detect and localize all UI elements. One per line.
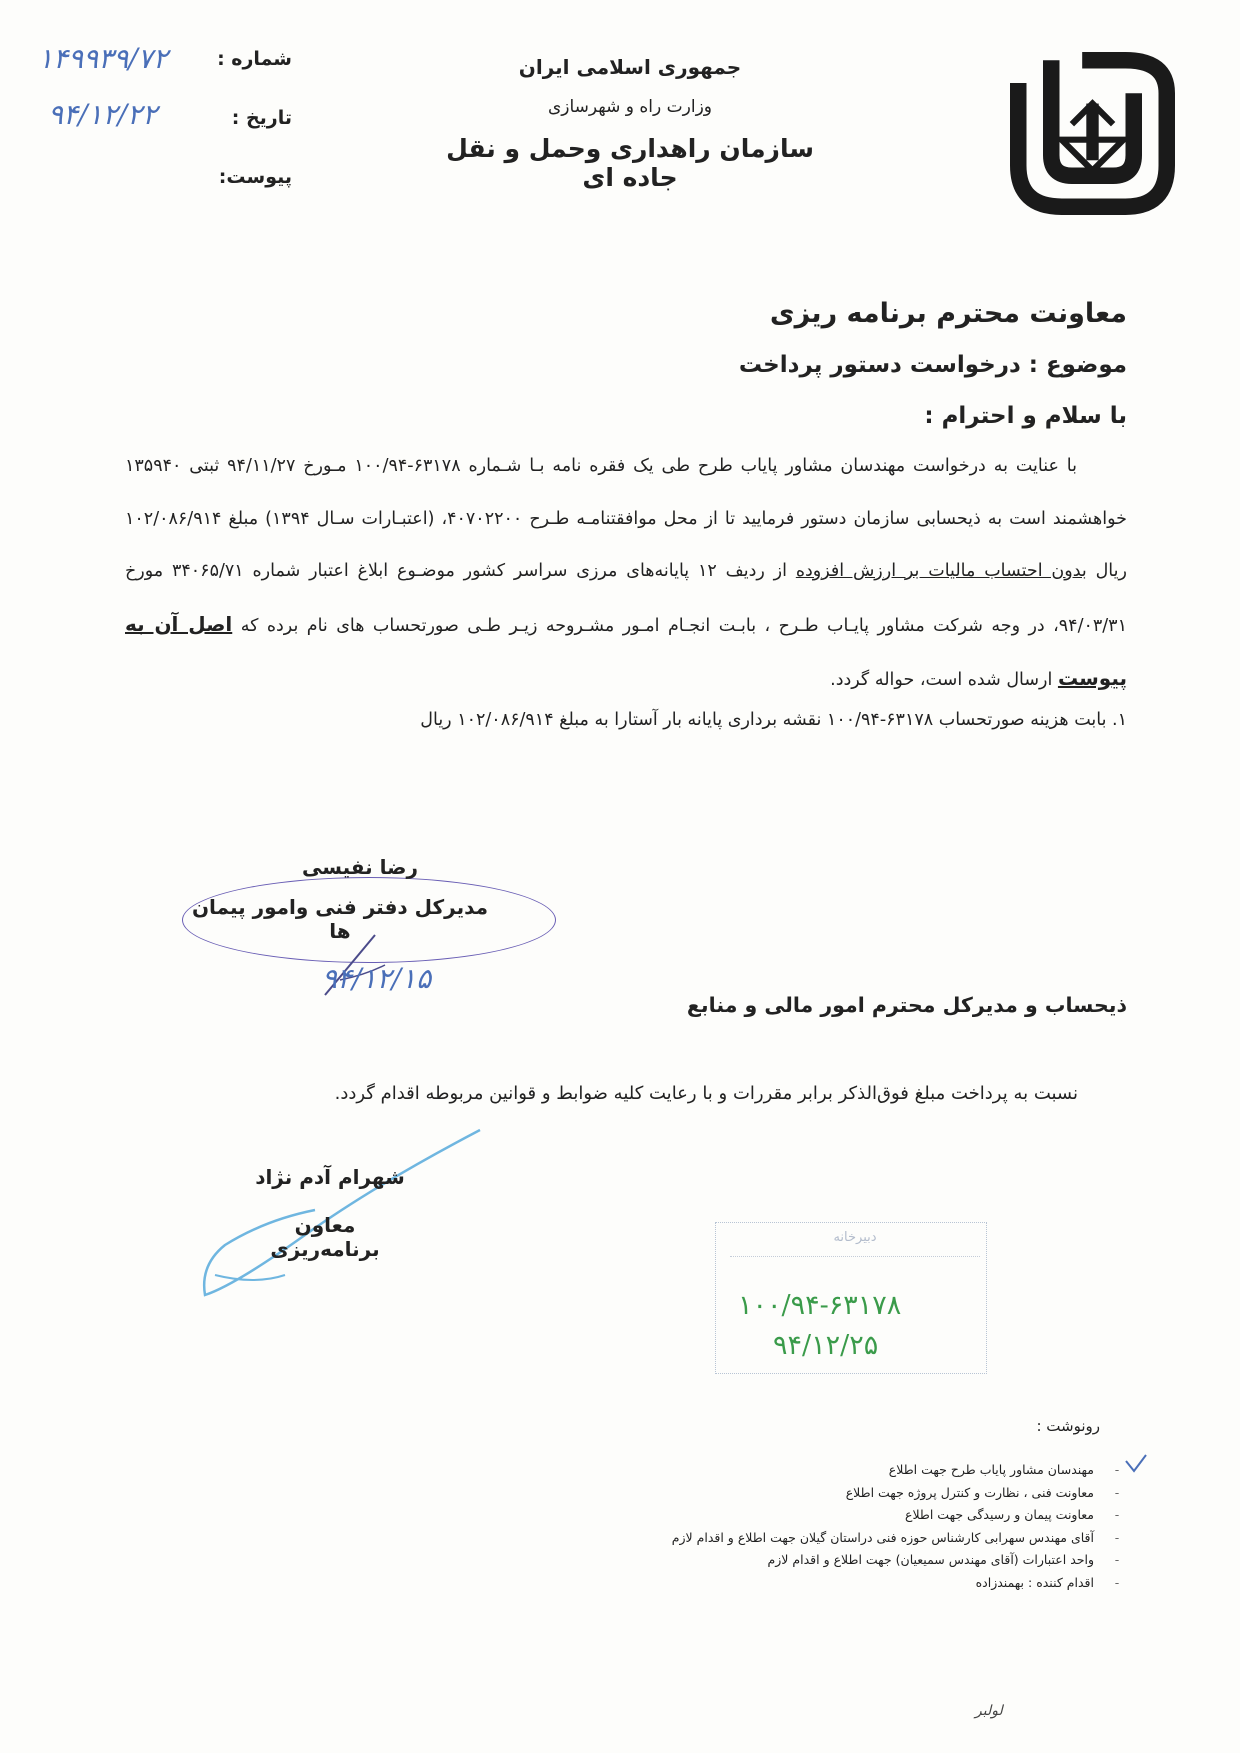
signatory-2-title: معاون برنامه‌ریزی: [270, 1213, 380, 1261]
stamp-header: دبیرخانه: [730, 1230, 980, 1257]
cc-list: [672, 1459, 1140, 1594]
forwarding-instruction: نسبت به پرداخت مبلغ فوق‌الذکر برابر مقررات و با رعایت کلیه ضوابط و قوانین مربوطه اقدام گردد.: [334, 1083, 1078, 1104]
signatory-1-title: مدیرکل دفتر فنی وامور پیمان ها: [191, 895, 489, 943]
cc-item: -معاونت فنی ، نظارت و کنترل پروژه جهت اطلاع: [845, 1484, 1120, 1500]
letter-body: [125, 440, 1127, 707]
cc-label: رونوشت :: [1036, 1417, 1100, 1435]
body-emphasis-phrase: اصل آن به پیوست: [125, 611, 1127, 690]
cc-item: -مهندسان مشاور پایاب طرح جهت اطلاع: [888, 1462, 1120, 1477]
letter-subject: موضوع : درخواست دستور پرداخت: [738, 352, 1127, 378]
signature-1-date-handwritten: ۹۴/۱۲/۱۵: [322, 962, 432, 995]
invoice-item-1: ۱. بابت هزینه صورتحساب ۶۳۱۷۸-۱۰۰/۹۴ نقشه برداری پایانه بار آستارا به مبلغ ۱۰۲/۰۸۶/۹۱۴ ریال: [420, 710, 1127, 730]
signatory-1-name: رضا نفیسی: [302, 855, 418, 879]
stamp-date-handwritten: ۹۴/۱۲/۲۵: [773, 1330, 879, 1361]
cc-item: -اقدام کننده : بهمندزاده: [975, 1574, 1120, 1590]
letter-greeting: با سلام و احترام :: [924, 403, 1127, 429]
rahdari-logo-icon: [1010, 52, 1175, 217]
body-paragraph-part-1: با عنایت به درخواست مهندسان مشاور پایاب طرح طی یک فقره نامه بـا شـماره ۶۳۱۷۸-۱۰۰/۹۴ مـورخ ۹۴/۱۱/۲۷ ثبتی ۱۳۵۹۴۰ خواهشمند است به ذیحسابی سازمان دستور فرمایید تا از محل موافقتنامـه طـرح ۴۰۷۰۲۲۰۰، (اعتبـارات سـال ۱۳۹۴) مبلغ ۱۰۲/۰۸۶/۹۱۴ ریال: [125, 456, 1127, 581]
forwarding-recipient: ذیحساب و مدیرکل محترم امور مالی و منابع: [686, 993, 1127, 1017]
signatory-2-name: شهرام آدم نژاد: [255, 1165, 405, 1189]
letter-recipient: معاونت محترم برنامه ریزی: [769, 298, 1127, 329]
ministry-name: وزارت راه و شهرسازی: [547, 97, 712, 117]
attachment-label: پیوست:: [218, 166, 292, 188]
cc-item: -آقای مهندس سهرابی کارشناس حوزه فنی دراستان گیلان جهت اطلاع و اقدام لازم: [671, 1529, 1120, 1545]
number-label: شماره :: [217, 48, 292, 70]
body-paragraph-part-3: ارسال شده است، حواله گردد.: [830, 670, 1053, 690]
cc-item: -واحد اعتبارات (آقای مهندس سمیعیان) جهت اطلاع و اقدام لازم: [767, 1552, 1120, 1567]
country-name: جمهوری اسلامی ایران: [518, 55, 742, 79]
date-label: تاریخ :: [231, 107, 292, 129]
organization-name: سازمان راهداری وحمل و نقل جاده ای: [446, 134, 814, 192]
body-underlined-phrase: بدون احتساب مالیات بر ارزش افزوده: [795, 561, 1087, 581]
cc-item: -معاونت پیمان و رسیدگی جهت اطلاع: [904, 1507, 1120, 1522]
letter-date-handwritten: ۹۴/۱۲/۲۲: [48, 98, 158, 131]
footer-initials: لولبر: [975, 1703, 1003, 1719]
stamp-number-handwritten: ۱۰۰/۹۴-۶۳۱۷۸: [738, 1290, 902, 1321]
body-paragraph-part-2: از ردیف ۱۲ پایانه‌های مرزی سراسر کشور موضـوع ابلاغ اعتبار شماره ۳۴۰۶۵/۷۱ مورخ ۹۴/۰۳/۳۱، در وجه شرکت مشاور پایـاب طـرح ، بابـت انجـام امـور مشـروحه زیـر طـی صورتحساب های نام برده که: [125, 561, 1127, 636]
letter-number-handwritten: ۱۴۹۹۳۹/۷۲: [38, 42, 168, 75]
